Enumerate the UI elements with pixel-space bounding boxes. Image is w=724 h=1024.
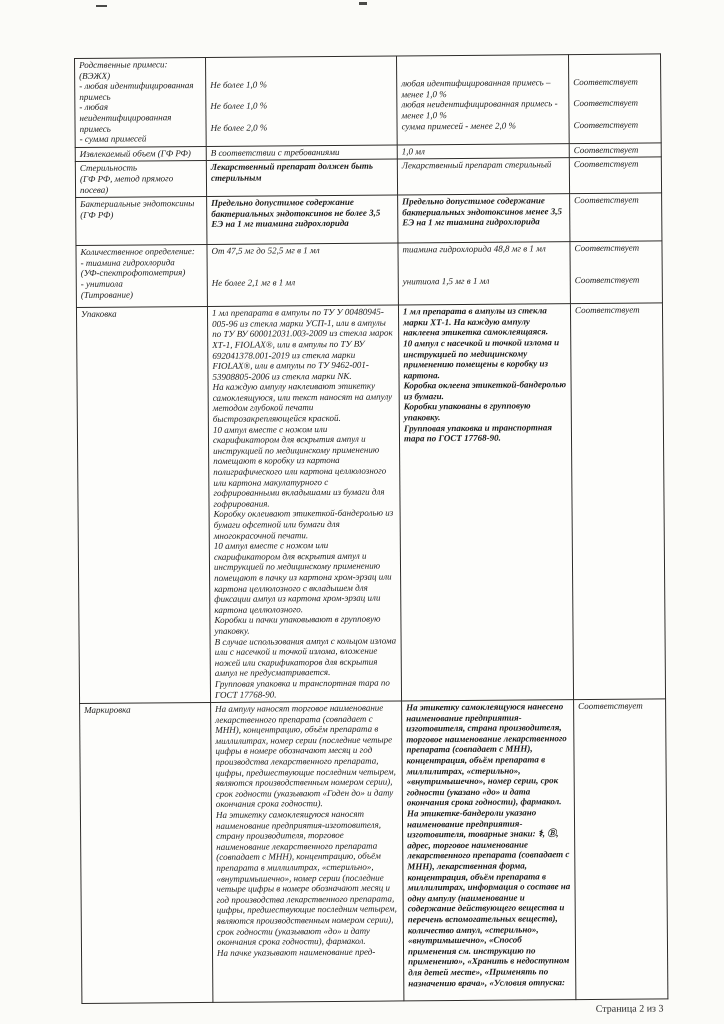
parameter-cell: Количественное определение: - тиамина гидрохлорида (УФ-спектрофотометрия) - унитиола (Титрование)	[76, 245, 207, 308]
page-number: Страница 2 из 3	[595, 1003, 664, 1016]
parameter-cell: Бактериальные эндотоксины (ГФ РФ)	[76, 197, 207, 246]
status-cell: Соответствует	[569, 157, 661, 194]
table-row-sterility	[75, 157, 661, 197]
status-cell: Соответствует	[569, 143, 661, 158]
scan-artifact	[96, 5, 107, 7]
parameter-cell: Извлекаемый объем (ГФ РФ)	[75, 146, 206, 162]
specification-cell: В соответствии с требованиями	[206, 145, 397, 161]
table-row-bacterial-endotoxins	[76, 193, 662, 246]
table-row-related-impurities	[75, 54, 662, 147]
result-cell: На этикетку самоклеящуюся нанесено наименование предприятия-изготовителя, страна производителя, торговое наименование лекарственного препарата (совпадает с МНН), концентрация, объём препарата в миллилитрах, «стерильно», «внутримышечно», номер серии, срок годности (указано «до» и дата окончания срока годности), фармакол. На этикетке-бандероли указано наименование предприятия-изготовителя, товарные знаки: ⚕, Ⓑ, адрес, торговое наименование лекарственного препарата (совпадает с МНН), лекарственная форма, концентрация, объём препарата в миллилитрах, информация о составе на одну ампулу (наименование и содержание действующего вещества и перечень вспомогательных веществ), количество ампул, «стерильно», «внутримышечно», «Способ применения см. инструкцию по применению», «Хранить в недоступном для детей месте», «Применять по назначению врача», «Условия отпуска:	[402, 700, 576, 1001]
specification-cell: 1 мл препарата в ампулы по ТУ У 00480945-005-96 из стекла марки УСП-1, или в ампулы по ТУ ВУ 600012031.003-2009 из стекла марок ХТ-1, FIOLAX®, или в ампулы по ТУ ВУ 692041378.001-2019 из стекла марки FIOLAX®, или в ампулы по ТУ 9462-001-53908805-2006 из стекла марки NK. На каждую ампулу наклеивают этикетку самоклеящуюся, или текст наносят на ампулу методом глубокой печати быстрозакрепляющейся краской. 10 ампул вместе с ножом или скарификатором для вскрытия ампул и инструкцией по медицинскому применению помещают в коробку из картона полиграфического или картона целлюлозного или картона макулатурного с гофрированными вкладышами из бумаги для гофрирования. Коробку оклеивают этикеткой-бандеролью из бумаги офсетной или бумаги для многокрасочной печати. 10 ампул вместе с ножом или скарификатором для вскрытия ампул и инструкцией по медицинскому применению помещают в пачку из картона хром-эрзац или картона целлюлозного с вкладышем для фиксации ампул из картона хром-эрзац или картона целлюлозного. Коробки и пачки упаковывают в групповую упаковку. В случае использования ампул с кольцом излома или с насечкой и точкой излома, вложение ножей или скарификаторов для вскрытия ампул не предусматривается. Групповая упаковка и транспортная тара по ГОСТ 17768-90.	[207, 305, 401, 702]
parameter-cell: Родственные примеси: (ВЭЖХ) - любая идентифицированная примесь - любая неидентифицированная примесь - сумма примесей	[75, 57, 207, 147]
specification-cell: Не более 1,0 % Не более 1,0 % Не более 2,0 %	[205, 56, 397, 146]
result-cell: 1,0 мл	[397, 143, 569, 159]
specification-table	[74, 53, 668, 1004]
result-cell: 1 мл препарата в ампулы из стекла марки ХТ-1. На каждую ампулу наклеена этикетка самоклеящаяся. 10 ампул с насечкой и точкой излома и инструкцией по медицинскому применению помещены в коробку из картона. Коробка оклеена этикеткой-бандеролью из бумаги. Коробки упакованы в групповую упаковку. Групповая упаковка и транспортная тара по ГОСТ 17768-90.	[398, 304, 573, 701]
specification-cell: Лекарственный препарат должен быть стерильным	[206, 159, 397, 196]
parameter-cell: Стерильность (ГФ РФ, метод прямого посева)	[75, 161, 206, 198]
result-cell: Лекарственный препарат стерильный	[397, 158, 569, 195]
scanned-document-page	[74, 53, 672, 1020]
status-cell: Соответствует	[570, 303, 665, 700]
status-cell: Соответствует Соответствует Соответствует	[568, 54, 661, 143]
result-cell: Предельно допустимое содержание бактериальных эндотоксинов менее 3,5 ЕЭ на 1 мг тиамина гидрохлорида	[398, 194, 570, 243]
parameter-cell: Маркировка	[80, 703, 213, 1004]
scan-artifact	[359, 2, 367, 5]
status-cell: Соответствует Соответствует	[570, 241, 662, 304]
specification-cell: На ампулу наносят торговое наименование лекарственного препарата (совпадает с МНН), концентрацию, объём препарата в миллилитрах, номер серии (последние четыре цифры в номере обозначают месяц и год производства лекарственного препарата, цифры, предшествующие последним четырем, являются производственным номером серии), срок годности (указывают «Годен до» и дату окончания срока годности). На этикетку самоклеящуюся наносят наименование предприятия-изготовителя, страну производителя, торговое наименование лекарственного препарата (совпадает с МНН), концентрацию, объём препарата в миллилитрах, «стерильно», «внутримышечно», номер серии (последние четыре цифры в номере обозначают месяц и год производства лекарственного препарата, цифры, предшествующие последним четырем, являются производственным номером серии), срок годности (указывают «до» и дату окончания срока годности), фармакол. На пачке указывают наименование пред-	[211, 701, 404, 1002]
specification-cell: От 47,5 мг до 52,5 мг в 1 мл Не более 2,1 мг в 1 мл	[207, 243, 398, 306]
status-cell: Соответствует	[574, 699, 668, 1000]
table-row-assay	[76, 241, 662, 308]
parameter-cell: Упаковка	[76, 307, 210, 704]
result-cell: любая идентифицированная примесь – менее 1,0 % любая неидентифицированная примесь - менее 1,0 % сумма примесей - менее 2,0 %	[396, 55, 569, 145]
result-cell: тиамина гидрохлорида 48,8 мг в 1 мл унитиола 1,5 мг в 1 мл	[398, 242, 570, 305]
table-row-packaging	[76, 303, 665, 704]
table-row-labelling	[80, 699, 668, 1004]
specification-cell: Предельно допустимое содержание бактериальных эндотоксинов не более 3,5 ЕЭ на 1 мг тиамина гидрохлорида	[207, 195, 398, 244]
status-cell: Соответствует	[570, 193, 662, 242]
